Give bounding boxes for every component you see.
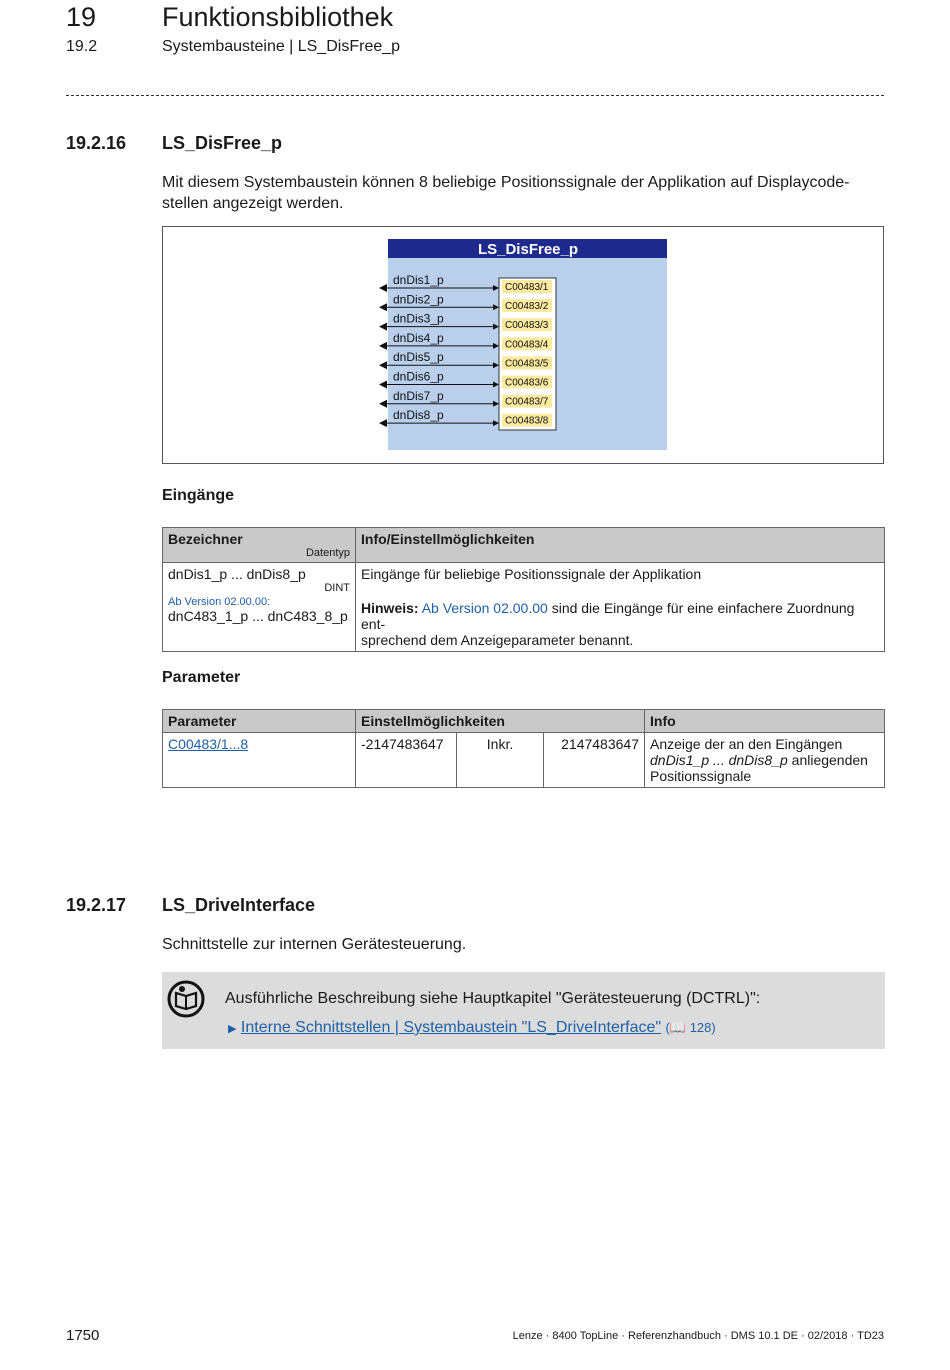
section-number: 19.2: [66, 38, 98, 55]
param-cell: [163, 733, 356, 788]
hint-label: Hinweis:: [361, 600, 419, 616]
drive-interface-link[interactable]: Interne Schnittstellen | Systembaustein "LS_DriveInterface": [240, 1019, 662, 1036]
header-divider: [66, 95, 884, 96]
section-16-title: LS_DisFree_p: [162, 133, 283, 153]
intro-line-2: stellen angezeigt werden.: [162, 195, 344, 212]
param-unit: Inkr.: [457, 733, 544, 788]
section-17-title: LS_DriveInterface: [162, 895, 316, 915]
hint-text: sind die Eingänge für eine einfachere Zuordnung ent-: [361, 600, 855, 632]
footer-info: Lenze · 8400 TopLine · Referenzhandbuch · DMS 10.1 DE · 02/2018 · TD23: [512, 1330, 884, 1342]
code-label-3: C00483/3: [505, 320, 549, 332]
params-table: [162, 709, 885, 788]
code-label-4: C00483/4: [505, 339, 549, 351]
col-subheader-datentyp: Datentyp: [305, 547, 350, 559]
input-label-7: dnDis7_p: [393, 388, 444, 403]
input-type: DINT: [324, 582, 350, 594]
input-arrow-left-1: [379, 284, 387, 292]
page-ref-number: 128: [689, 1020, 712, 1035]
params-col-info: Info: [645, 710, 885, 733]
param-info-em: dnDis1_p ... dnDis8_p: [650, 752, 788, 768]
input-hint: [361, 600, 879, 648]
code-label-5: C00483/5: [505, 358, 549, 370]
note-text: Ausführliche Beschreibung siehe Hauptkapitel "Gerätesteuerung (DCTRL)":: [225, 990, 761, 1007]
param-info-cell: [645, 733, 885, 788]
input-arrow-left-4: [379, 342, 387, 350]
input-arrow-left-6: [379, 381, 387, 389]
reference-note: [162, 972, 885, 1049]
inputs-heading: Eingänge: [162, 487, 235, 504]
intro-line-1: Mit diesem Systembaustein können 8 beliebige Positionssignale der Applikation auf Displaycode-: [162, 174, 850, 191]
section-16-number: 19.2.16: [66, 133, 127, 153]
table-row: [163, 733, 885, 788]
code-label-1: C00483/1: [505, 282, 549, 293]
section-title: Systembausteine | LS_DisFree_p: [162, 38, 401, 55]
input-arrow-left-5: [379, 361, 387, 369]
input-label-3: dnDis3_p: [393, 311, 444, 326]
input-alt-name: dnC483_1_p ... dnC483_8_p: [168, 608, 348, 624]
input-label-8: dnDis8_p: [393, 408, 444, 423]
col-header-label: Bezeichner: [168, 531, 243, 547]
input-info: Eingänge für beliebige Positionssignale der Applikation: [361, 566, 702, 582]
input-arrow-left-8: [379, 419, 387, 427]
param-info-rest: anliegenden: [787, 752, 868, 768]
section-17-number: 19.2.17: [66, 895, 127, 915]
input-info-cell: [356, 563, 885, 652]
note-link-line: [228, 1019, 716, 1037]
hint-version-link[interactable]: Ab Version 02.00.00: [421, 600, 548, 616]
code-label-6: C00483/6: [505, 377, 549, 389]
hint-text-2: sprechend dem Anzeigeparameter benannt.: [361, 632, 634, 648]
book-reference-icon: [166, 979, 206, 1019]
code-label-8: C00483/8: [505, 415, 549, 427]
block-diagram: [162, 226, 884, 464]
code-label-2: C00483/2: [505, 301, 549, 313]
param-min: -2147483647: [356, 733, 457, 788]
inputs-table: [162, 527, 885, 652]
chapter-number: 19: [66, 2, 97, 32]
section-17-intro: Schnittstelle zur internen Gerätesteuerung.: [162, 936, 467, 953]
input-label-5: dnDis5_p: [393, 350, 444, 365]
code-label-7: C00483/7: [505, 396, 549, 408]
input-label-6: dnDis6_p: [393, 369, 444, 384]
param-link[interactable]: C00483/1...8: [168, 736, 249, 752]
input-arrow-left-3: [379, 323, 387, 331]
chapter-title: Funktionsbibliothek: [162, 2, 394, 32]
param-info-1: Anzeige der an den Eingängen: [650, 736, 843, 752]
param-info-2: [650, 752, 879, 768]
input-name: dnDis1_p ... dnDis8_p: [168, 566, 306, 582]
version-note: Ab Version 02.00.00:: [168, 596, 271, 608]
input-label-4: dnDis4_p: [393, 330, 444, 345]
params-col-parameter: Parameter: [163, 710, 356, 733]
input-arrow-left-7: [379, 400, 387, 408]
triangle-right-icon: ▶: [228, 1023, 237, 1035]
input-arrow-left-2: [379, 303, 387, 311]
inputs-col-info: Info/Einstellmöglichkeiten: [356, 528, 885, 563]
book-icon: 📖: [669, 1020, 687, 1035]
table-row: [163, 563, 885, 652]
section-16-intro: [162, 172, 886, 214]
block-title: LS_DisFree_p: [477, 241, 579, 258]
input-label-2: dnDis2_p: [393, 292, 444, 307]
page-reference[interactable]: (📖 128): [665, 1020, 716, 1035]
inputs-col-bezeichner: [163, 528, 356, 563]
page-number: 1750: [66, 1327, 100, 1344]
params-col-einstellung: Einstellmöglichkeiten: [356, 710, 645, 733]
param-info-3: Positionssignale: [650, 768, 752, 784]
param-max: 2147483647: [544, 733, 645, 788]
input-name-cell: [163, 563, 356, 652]
input-label-1: dnDis1_p: [393, 273, 444, 287]
params-heading: Parameter: [162, 669, 241, 686]
